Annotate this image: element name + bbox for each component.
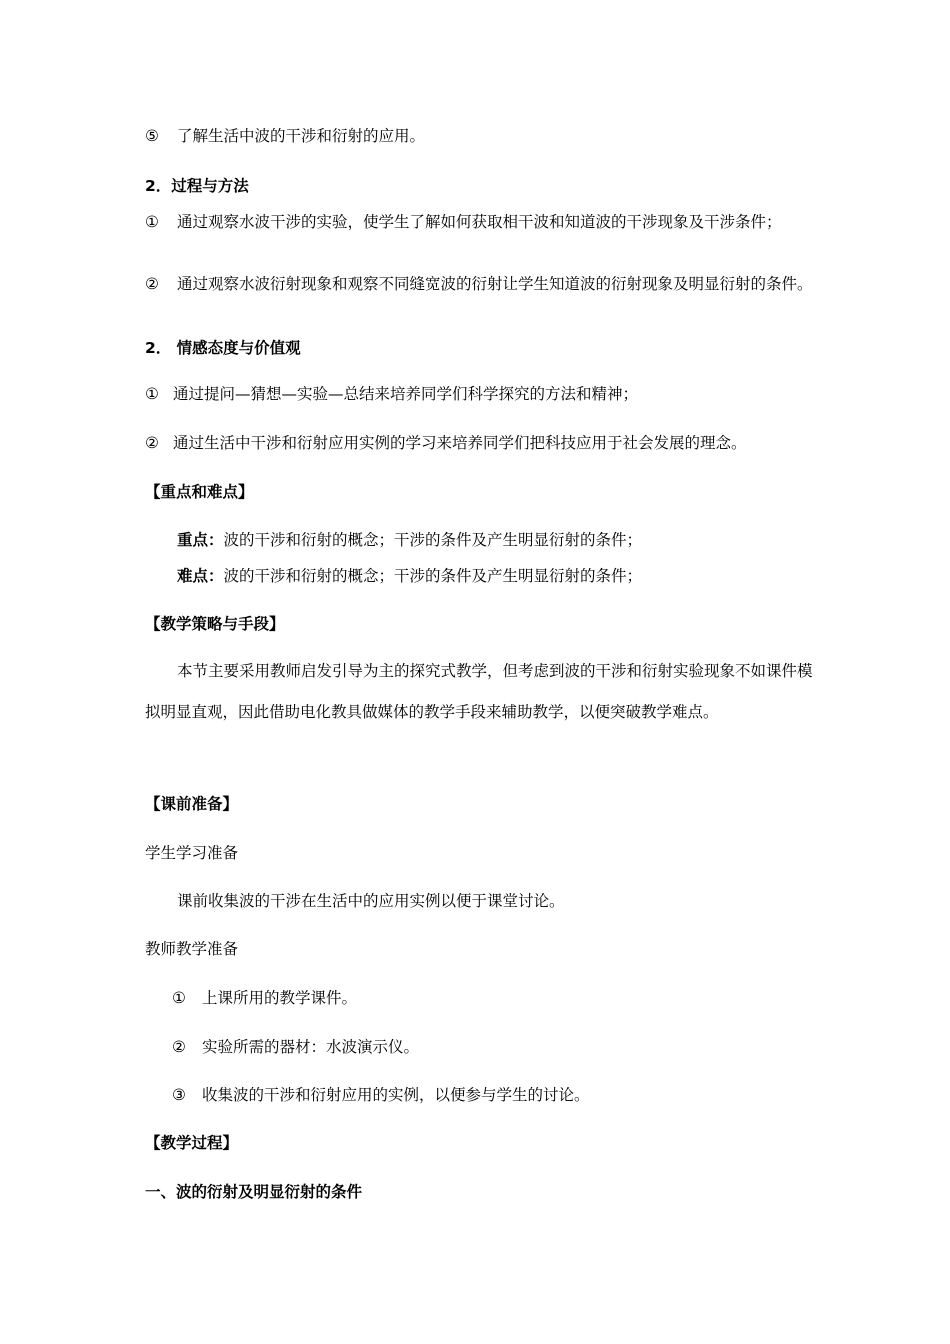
preparation-heading: 【课前准备】 [145, 795, 239, 813]
difficult-point-line [177, 564, 847, 588]
section-heading-emotion-values: 2． 情感态度与价值观 [145, 339, 301, 357]
key-point-label: 重点： [177, 531, 224, 549]
key-point-text: 波的干涉和衍射的概念；干涉的条件及产生明显衍射的条件； [223, 531, 643, 549]
list-marker: ① [145, 213, 159, 231]
key-points-heading: 【重点和难点】 [145, 483, 254, 501]
student-prep-title: 学生学习准备 [145, 844, 239, 862]
list-item-text: 上课所用的教学课件。 [202, 989, 358, 1007]
key-point-line [177, 528, 847, 552]
list-item-text: 收集波的干涉和衍射应用的实例，以便参与学生的讨论。 [202, 1086, 590, 1104]
strategy-heading: 【教学策略与手段】 [145, 615, 285, 633]
objective-text: 了解生活中波的干涉和衍射的应用。 [177, 127, 426, 145]
list-item [145, 272, 815, 296]
list-item-text: 通过观察水波衍射现象和观察不同缝宽波的衍射让学生知道波的衍射现象及明显衍射的条件。 [177, 275, 813, 293]
list-item-text: 实验所需的器材：水波演示仪。 [202, 1038, 420, 1056]
teacher-prep-title: 教师教学准备 [145, 940, 239, 958]
teaching-process-subheading: 一、波的衍射及明显衍射的条件 [145, 1183, 363, 1201]
strategy-paragraph: 本节主要采用教师启发引导为主的探究式教学，但考虑到波的干涉和衍射实验现象不如课件模拟明显直观，因此借助电化教具做媒体的教学手段来辅助教学，以便突破教学难点。 [145, 662, 813, 721]
list-item-text: 通过观察水波干涉的实验，使学生了解如何获取相干波和知道波的干涉现象及干涉条件； [177, 213, 782, 231]
list-marker: ② [145, 434, 159, 452]
section-heading-process-method: 2．过程与方法 [145, 177, 249, 195]
list-item [145, 431, 815, 455]
difficult-point-text: 波的干涉和衍射的概念；干涉的条件及产生明显衍射的条件； [223, 567, 643, 585]
list-marker: ⑤ [145, 127, 159, 145]
list-item [145, 210, 815, 234]
list-marker: ③ [172, 1086, 186, 1104]
list-marker: ① [145, 385, 159, 403]
list-item [172, 1035, 842, 1059]
list-marker: ② [172, 1038, 186, 1056]
list-item-text: 通过提问—猜想—实验—总结来培养同学们科学探究的方法和精神； [173, 385, 639, 403]
list-item-text: 通过生活中干涉和衍射应用实例的学习来培养同学们把科技应用于社会发展的理念。 [173, 434, 747, 452]
difficult-point-label: 难点： [177, 567, 224, 585]
objective-5 [145, 124, 815, 148]
list-item [145, 382, 815, 406]
list-marker: ① [172, 989, 186, 1007]
list-marker: ② [145, 275, 159, 293]
teaching-process-heading: 【教学过程】 [145, 1134, 239, 1152]
student-prep-text: 课前收集波的干涉在生活中的应用实例以便于课堂讨论。 [177, 892, 565, 910]
list-item [172, 1083, 842, 1107]
list-item [172, 986, 842, 1010]
